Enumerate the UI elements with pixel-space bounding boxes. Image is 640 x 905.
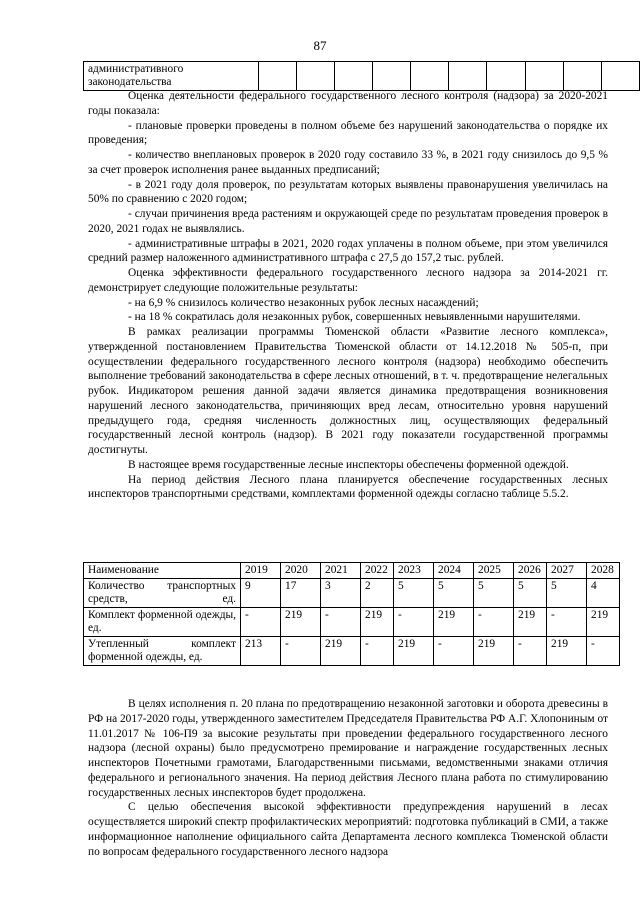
top-table-cell-name: административного законодательства — [84, 62, 259, 91]
table-cell: - — [394, 608, 434, 637]
table-cell: - — [547, 608, 587, 637]
table-cell: 2 — [361, 579, 394, 608]
table-cell: - — [474, 608, 514, 637]
table-cell: 17 — [281, 579, 321, 608]
table-cell: 5 — [514, 579, 547, 608]
table-row — [84, 608, 620, 637]
paragraph: На период действия Лесного плана планируется обеспечение государственных лесных инспекторов транспортными средствами, комплектами форменной одежды согласно таблице 5.5.2. — [88, 473, 608, 501]
table-cell: 219 — [361, 608, 394, 637]
table-cell: 9 — [241, 579, 281, 608]
table-cell: - — [587, 637, 620, 666]
table-cell: 219 — [514, 608, 547, 637]
paragraph: С целью обеспечения высокой эффективности предупреждения нарушений в лесах осуществляется широкий спектр профилактических мероприятий: подготовка публикаций в СМИ, а также информационное наполнение официального сайта Департамента лесного комплекса Тюменской области по вопросам федерального государственного лесного надзора — [88, 801, 608, 858]
header-cell: 2019 — [241, 563, 281, 579]
paragraph: - административные штрафы в 2021, 2020 годах уплачены в полном объеме, при этом увеличился средний размер наложенного административного штрафа с 27,5 до 157,2 тыс. рублей. — [88, 237, 608, 265]
table-cell: - — [321, 608, 361, 637]
header-cell: 2021 — [321, 563, 361, 579]
header-cell: 2023 — [394, 563, 434, 579]
paragraph: - на 6,9 % снизилось количество незаконных рубок лесных насаждений; — [128, 296, 479, 309]
table-cell: 5 — [434, 579, 474, 608]
header-cell: 2026 — [514, 563, 547, 579]
row-label: Комплект форменной одежды, ед. — [84, 608, 241, 637]
table-cell: 5 — [547, 579, 587, 608]
row-label: Количество транспортных средств, ед. — [84, 579, 241, 608]
text-block-upper — [88, 89, 608, 502]
text-block-lower — [88, 697, 608, 859]
table-row — [84, 579, 620, 608]
table-cell: - — [361, 637, 394, 666]
paragraph: - в 2021 году доля проверок, по результатам которых выявлены правонарушения увеличилась на 50% по сравнению с 2020 годом; — [88, 178, 608, 206]
table-cell: - — [241, 608, 281, 637]
header-cell: 2027 — [547, 563, 587, 579]
table-cell: 219 — [587, 608, 620, 637]
table-cell: 219 — [321, 637, 361, 666]
table-cell: 219 — [474, 637, 514, 666]
table-row — [84, 637, 620, 666]
table-5-5-2 — [83, 562, 620, 666]
header-cell: Наименование — [84, 563, 241, 579]
row-label: Утепленный комплект форменной одежды, ед. — [84, 637, 241, 666]
header-cell: 2022 — [361, 563, 394, 579]
table-cell: - — [281, 637, 321, 666]
table-cell: - — [514, 637, 547, 666]
table-cell: 219 — [281, 608, 321, 637]
table-cell: 4 — [587, 579, 620, 608]
table-cell: 219 — [434, 608, 474, 637]
paragraph: - плановые проверки проведены в полном объеме без нарушений законодательства о порядке их проведения; — [88, 119, 608, 147]
paragraph: - количество внеплановых проверок в 2020 году составило 33 %, в 2021 году снизилось до 9,5 % за счет проверок исполнения ранее выданных предписаний; — [88, 149, 608, 176]
paragraph: В рамках реализации программы Тюменской области «Развитие лесного комплекса», утвержденной постановлением Правительства Тюменской области от 14.12.2018 № 505-п, при осуществлении федерального государственного лесного контроля (надзора) необходимо обеспечить выполнение требований законодательства в сфере лесных отношений, в т. ч. предотвращение нелегальных рубок. Индикатором решения данной задачи является динамика предотвращения возникновения нарушений лесного законодательства, причиняющих вред лесам, относительно уровня нарушений предыдущего года, средняя численность должностных лиц, осуществляющих федеральный государственный лесной контроль (надзор). В 2021 году показатели государственной программы достигнуты. — [88, 326, 608, 456]
table-cell: 219 — [394, 637, 434, 666]
header-cell: 2020 — [281, 563, 321, 579]
table-cell: - — [434, 637, 474, 666]
table-cell: 219 — [547, 637, 587, 666]
table-cell: 3 — [321, 579, 361, 608]
header-cell: 2025 — [474, 563, 514, 579]
page-number: 87 — [313, 38, 327, 53]
header-cell: 2024 — [434, 563, 474, 579]
paragraph: - случаи причинения вреда растениям и окружающей среде по результатам проведения проверок в 2020, 2021 годах не выявлялись. — [88, 208, 608, 235]
table-cell: 5 — [394, 579, 434, 608]
paragraph: В целях исполнения п. 20 плана по предотвращению незаконной заготовки и оборота древесины в РФ на 2017-2020 годы, утвержденного заместителем Председателя Правительства РФ А.Г. Хлопониным от 11.01.2017 № 106-П9 за высокие результаты при проведении федерального государственного лесного надзора (лесной охраны) было предусмотрено премирование и награждение государственных лесных инспекторов Почетными грамотами, Благодарственными письмами, ведомственными знаками отличия федерального и регионального значения. На период действия Лесного плана работа по стимулированию государственных лесных инспекторов будет продолжена. — [88, 698, 609, 799]
paragraph: Оценка деятельности федерального государственного лесного контроля (надзора) за 2020-2021 годы показала: — [88, 90, 608, 117]
paragraph: В настоящее время государственные лесные инспекторы обеспечены форменной одеждой. — [128, 458, 569, 471]
table-cell: 213 — [241, 637, 281, 666]
paragraph: Оценка эффективности федерального государственного лесного надзора за 2014-2021 гг. демонстрирует следующие положительные результаты: — [88, 267, 608, 294]
header-cell: 2028 — [587, 563, 620, 579]
top-table-fragment — [83, 61, 640, 91]
table-cell: 5 — [474, 579, 514, 608]
table-header-row — [84, 563, 620, 579]
paragraph: - на 18 % сократилась доля незаконных рубок, совершенных невыявленными нарушителями. — [128, 311, 581, 324]
